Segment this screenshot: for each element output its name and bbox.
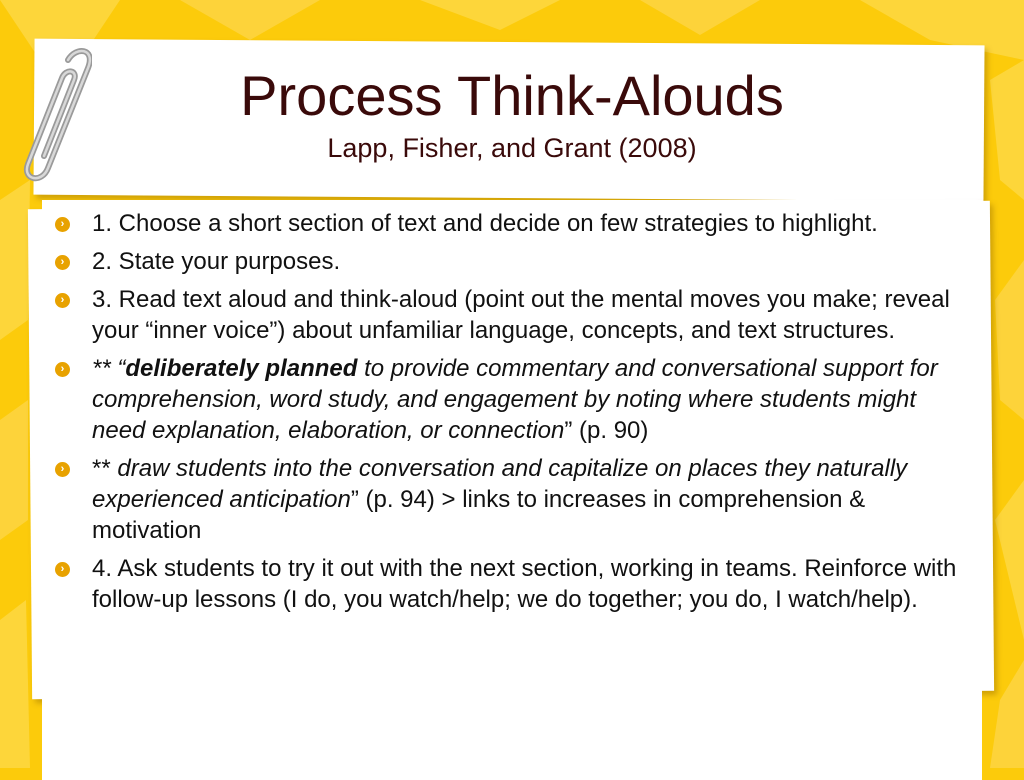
quote-text: to provide commentary and conversational support for comprehension, word study, and engagement by noting where students might need explanation, elaboration, or connection — [92, 355, 938, 444]
circled-chevron-icon: › — [55, 293, 70, 308]
list-item — [55, 553, 975, 615]
list-item — [55, 246, 975, 277]
page-subtitle: Lapp, Fisher, and Grant (2008) — [327, 133, 697, 163]
quote-text: draw students into the conversation and capitalize on places they naturally experienced anticipation — [92, 455, 908, 513]
circled-chevron-icon: › — [55, 562, 70, 577]
quote-citation: ” (p. 90) — [564, 417, 649, 444]
list-item — [55, 284, 975, 346]
quote-prefix: ** “ — [92, 355, 126, 382]
list-item — [55, 208, 975, 239]
list-item — [55, 453, 975, 546]
slide-heading — [34, 64, 990, 164]
list-item-text: 3. Read text aloud and think-aloud (point out the mental moves you make; reveal your “inner voice”) about unfamiliar language, concepts, and text structures. — [92, 286, 950, 344]
list-item-text: 4. Ask students to try it out with the next section, working in teams. Reinforce with follow-up lessons (I do, you watch/help; we do together; you do, I watch/help). — [92, 555, 957, 613]
bullet-list — [55, 208, 975, 622]
circled-chevron-icon: › — [55, 362, 70, 377]
circled-chevron-icon: › — [55, 217, 70, 232]
list-item-text: 2. State your purposes. — [92, 248, 341, 275]
quote-prefix: ** — [92, 455, 118, 482]
circled-chevron-icon: › — [55, 462, 70, 477]
list-item — [55, 353, 975, 446]
list-item-text: 1. Choose a short section of text and decide on few strategies to highlight. — [92, 210, 878, 237]
quote-emphasis: deliberately planned — [125, 355, 358, 382]
page-title: Process Think-Alouds — [240, 64, 784, 127]
quote-citation: ” (p. 94) > links to increases in comprehension & motivation — [92, 486, 866, 544]
circled-chevron-icon: › — [55, 255, 70, 270]
